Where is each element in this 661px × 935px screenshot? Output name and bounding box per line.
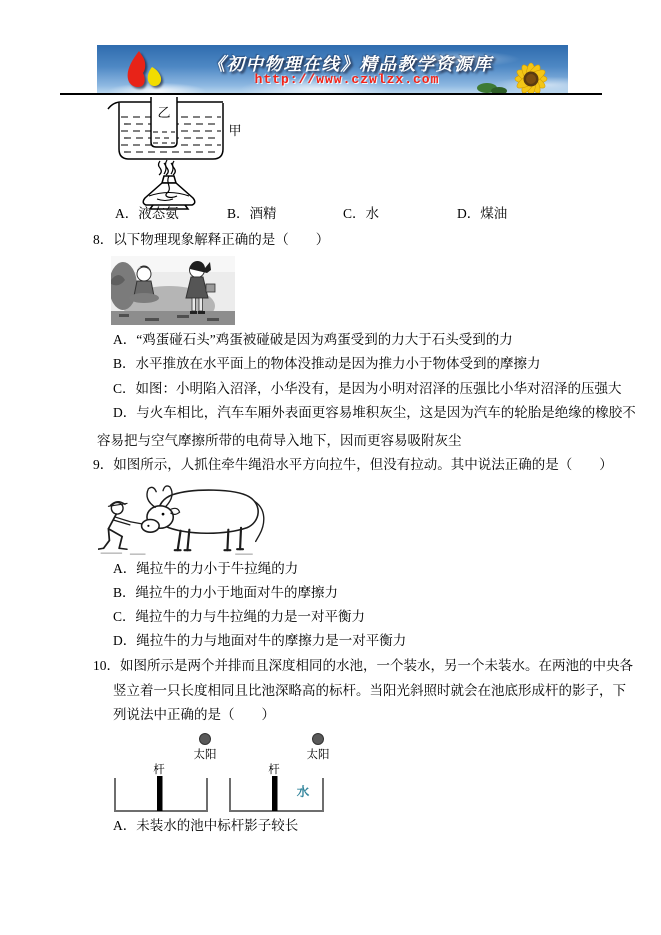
q8-option-c: C．如图：小明陷入沼泽，小华没有，是因为小明对沼泽的压强比小华对沼泽的压强大	[113, 381, 622, 396]
q7-option-a: A．液态氨	[115, 206, 179, 221]
q10-stem-line3: 列说法中正确的是（ ）	[113, 707, 275, 722]
alcohol-lamp	[143, 176, 195, 209]
q9-option-a: A．绳拉牛的力小于牛拉绳的力	[113, 561, 299, 576]
sun-label: 太阳	[306, 749, 330, 761]
pole-label: 杆	[153, 764, 165, 776]
flame-icon	[159, 160, 176, 175]
site-logo-icon	[119, 50, 171, 92]
q9-stem: 9．如图所示，人抓住牵牛绳沿水平方向拉牛，但没有拉动。其中说法正确的是（ ）	[93, 457, 613, 472]
q10-pools-diagram	[100, 727, 340, 819]
q8-option-d-line2: 容易把与空气摩擦所带的电荷导入地下，因而更容易吸附灰尘	[97, 433, 462, 448]
q8-children-cartoon	[111, 256, 235, 325]
q10-stem-line2: 竖立着一只长度相同且比池深略高的标杆。当阳光斜照时就会在池底形成杆的影子，下	[113, 683, 626, 698]
q7-option-c: C．水	[343, 206, 380, 221]
q7-option-d: D．煤油	[457, 206, 508, 221]
sun-icon	[313, 734, 324, 745]
q10-option-a: A．未装水的池中标杆影子较长	[113, 818, 299, 833]
site-title: 《初中物理在线》精品教学资源库	[207, 54, 493, 74]
pole-bar	[272, 776, 278, 811]
sun-icon	[200, 734, 211, 745]
header-banner	[97, 45, 568, 93]
q9-ox-pulling-cartoon	[98, 480, 270, 558]
q10-stem-line1: 10．如图所示是两个并排而且深度相同的水池，一个装水，另一个未装水。在两池的中央各	[93, 658, 633, 673]
pole-bar	[157, 776, 163, 811]
beaker-heating-diagram	[105, 95, 245, 211]
water-label: 水	[296, 785, 310, 799]
q8-stem: 8．以下物理现象解释正确的是（ ）	[93, 232, 330, 247]
q7-option-b: B．酒精	[227, 206, 277, 221]
q9-option-d: D．绳拉牛的力与地面对牛的摩擦力是一对平衡力	[113, 633, 407, 648]
q9-option-c: C．绳拉牛的力与牛拉绳的力是一对平衡力	[113, 609, 366, 624]
test-tube-label: 乙	[157, 105, 171, 120]
sunflower-icon	[469, 57, 565, 93]
pole-label: 杆	[268, 764, 280, 776]
sun-label: 太阳	[193, 749, 217, 761]
site-url[interactable]: http://www.czwlzx.com	[254, 72, 440, 87]
beaker-liquid-label: 甲	[228, 123, 242, 138]
q9-option-b: B．绳拉牛的力小于地面对牛的摩擦力	[113, 585, 339, 600]
q8-option-a: A．“鸡蛋碰石头”鸡蛋被碰破是因为鸡蛋受到的力大于石头受到的力	[113, 332, 513, 347]
q8-option-b: B．水平推放在水平面上的物体没推动是因为推力小于物体受到的摩擦力	[113, 356, 541, 371]
q8-option-d-line1: D．与火车相比，汽车车厢外表面更容易堆积灰尘，这是因为汽车的轮胎是绝缘的橡胶不	[113, 405, 636, 420]
